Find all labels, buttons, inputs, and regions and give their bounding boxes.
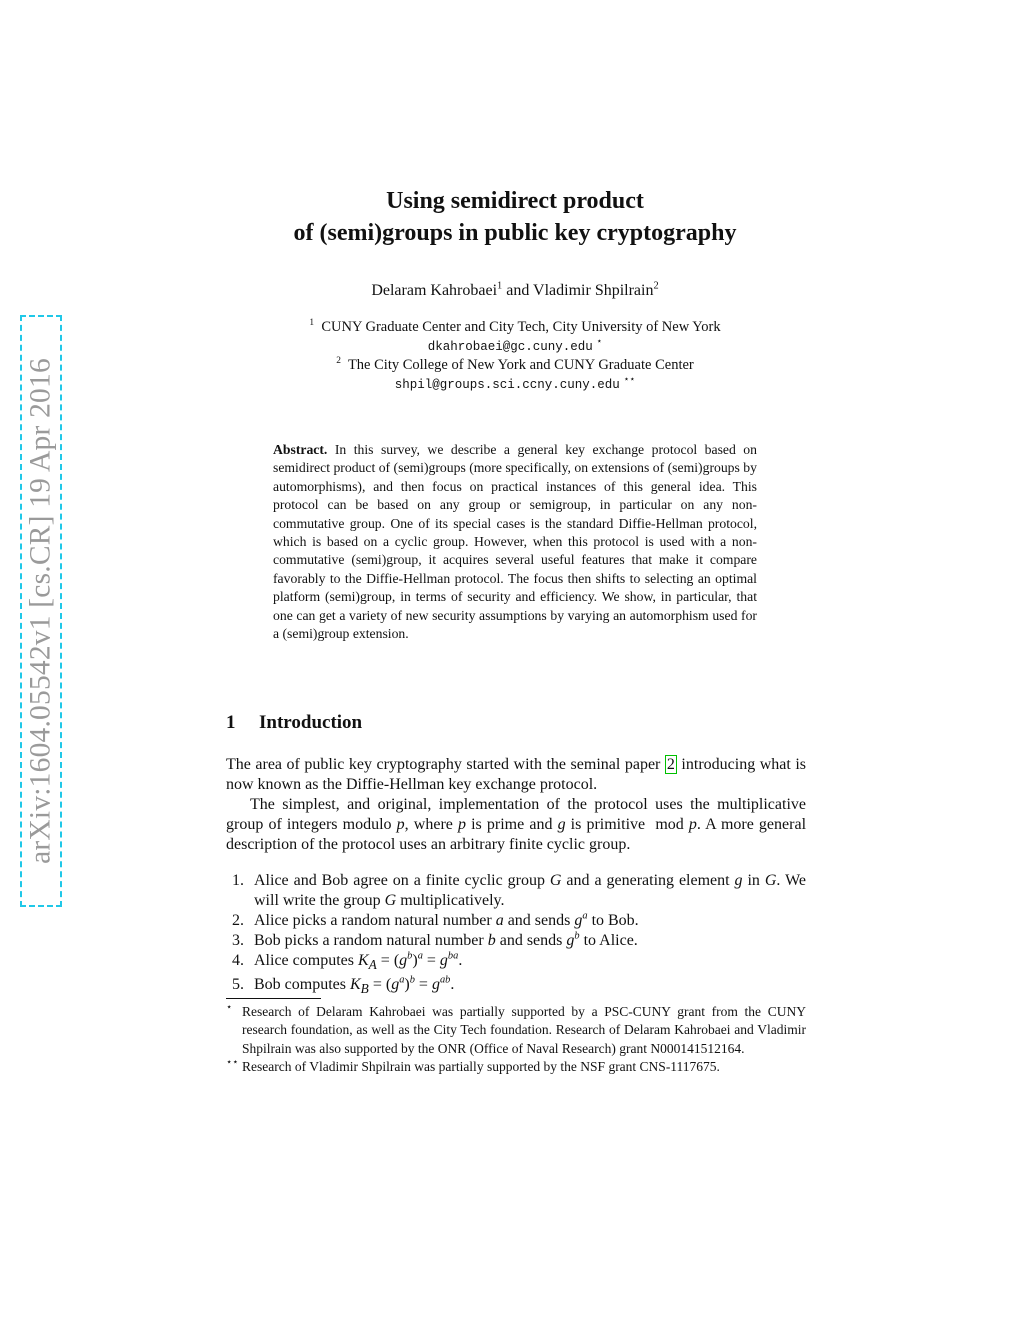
abstract-label: Abstract. — [273, 442, 328, 457]
list-item — [226, 951, 806, 975]
abstract-text: In this survey, we describe a general key exchange protocol based on semidirect product of (semi)groups (more specifically, on extensions of (semi)groups by automorphisms), and then focus on practical instances of this general idea. This protocol can be based on any group or semigroup, in particular on any non-commutative group. One of its special cases is the standard Diffie-Hellman protocol, which is based on a cyclic group. However, when this protocol is used with a non-commutative (semi)group, it acquires several useful features that make it compare favorably to the Diffie-Hellman protocol. The focus then shifts to selecting an optimal platform (semi)group, in terms of security and efficiency. We show, in particular, that one can get a variety of new security assumptions by varying an automorphism used for a (semi)group extension. — [273, 442, 757, 642]
affiliation-number: 1 — [309, 318, 315, 329]
title-line-1: Using semidirect product — [386, 188, 644, 214]
math-exponent: a — [582, 910, 588, 922]
math-exponent: b — [574, 930, 580, 942]
list-number: 3. — [232, 932, 244, 949]
footnote — [226, 1003, 806, 1058]
math-formula: $K_A = (g^b)^a = g^{ba}$ — [357, 950, 459, 973]
affiliation-2 — [200, 356, 830, 375]
math-var: b — [487, 932, 496, 949]
math-var: G — [549, 872, 562, 889]
arxiv-stamp[interactable] — [20, 315, 62, 907]
text-run: in — [742, 872, 765, 889]
footnote-rule — [226, 998, 321, 999]
introduction-text — [226, 755, 806, 855]
text-run: and sends — [495, 932, 567, 949]
affiliation-1 — [200, 318, 830, 337]
text-run: and sends — [503, 912, 575, 929]
section-title: Introduction — [259, 712, 363, 733]
list-number: 4. — [232, 952, 244, 969]
affiliations — [200, 318, 830, 394]
affiliation-ref: 1 — [497, 280, 503, 292]
author-list — [200, 282, 830, 300]
text-run: . We will write the group — [254, 872, 806, 909]
email-link[interactable]: shpil@groups.sci.ccny.cuny.edu — [394, 377, 620, 392]
paper-title — [200, 185, 830, 249]
text-run: . — [458, 952, 463, 969]
text-run: Bob picks a random natural number — [254, 932, 488, 949]
text-run: Bob computes — [254, 976, 350, 994]
math-var: G — [764, 872, 777, 889]
text-run: to Bob. — [587, 912, 639, 929]
text-run: is primitive mod — [565, 816, 689, 833]
affiliation-1-email — [200, 337, 830, 357]
footnote-mark: ⋆ — [226, 1002, 233, 1013]
footnote-mark: ⋆⋆ — [226, 1057, 239, 1069]
citation-link[interactable]: 2 — [666, 756, 675, 773]
author-name: Vladimir Shpilrain — [533, 282, 654, 299]
text-run: multiplicatively. — [396, 892, 505, 909]
text-run: The simplest, and original, implementation of the protocol uses the multiplicative group of integers modulo — [226, 796, 806, 833]
list-number: 5. — [232, 976, 244, 994]
footnote-text: Research of Delaram Kahrobaei was partially supported by a PSC-CUNY grant from the CUNY research foundation, as well as the City Tech foundation. Research of Delaram Kahrobaei and Vladimir Shpilrain was also supported by the ONR (Office of Naval Research) grant N000141512164. — [242, 1004, 806, 1056]
title-line-2: of (semi)groups in public key cryptography — [293, 220, 737, 246]
paragraph — [226, 755, 806, 795]
math-var: p — [688, 816, 697, 833]
affiliation-text: The City College of New York and CUNY Graduate Center — [347, 357, 694, 373]
math-formula: $K_B = (g^a)^b = g^{ab}$ — [350, 974, 451, 997]
author-name: Delaram Kahrobaei — [371, 282, 498, 299]
footnotes — [226, 1003, 806, 1077]
text-run: . A more general description of the protocol uses an arbitrary finite cyclic group. — [226, 816, 807, 853]
text-run: Alice computes — [254, 952, 358, 969]
affiliation-ref: 2 — [653, 280, 659, 292]
math-var: g — [557, 816, 566, 833]
list-item — [226, 871, 806, 911]
math-var: g — [734, 872, 743, 889]
text-run: , where — [404, 816, 458, 833]
list-item — [226, 975, 806, 999]
text-run: The area of public key cryptography started with the seminal paper — [226, 756, 665, 773]
footnote-text: Research of Vladimir Shpilrain was partially supported by the NSF grant CNS-1117675. — [242, 1059, 720, 1075]
abstract — [273, 441, 757, 643]
author-separator: and — [502, 282, 534, 299]
affiliation-number: 2 — [336, 356, 341, 367]
text-run: introducing what is now known as the Diffie-Hellman key exchange protocol. — [226, 756, 807, 793]
list-item — [226, 911, 806, 931]
text-run: is prime and — [466, 816, 558, 833]
text-run: and a generating element — [561, 872, 735, 889]
paragraph — [226, 795, 806, 855]
text-run: Alice picks a random natural number — [254, 912, 496, 929]
section-number: 1 — [226, 712, 236, 733]
footnote-marker[interactable]: ⋆ — [596, 336, 603, 347]
list-item — [226, 931, 806, 951]
protocol-steps — [226, 871, 806, 999]
math-var: a — [495, 912, 504, 929]
affiliation-text: CUNY Graduate Center and City Tech, City University of New York — [321, 319, 721, 335]
arxiv-identifier: arXiv:1604.05542v1 [cs.CR] 19 Apr 2016 — [24, 358, 57, 864]
section-heading — [226, 712, 362, 734]
math-var: G — [384, 892, 397, 909]
affiliation-2-email — [200, 375, 830, 395]
math-var: p — [396, 816, 405, 833]
math-var: g — [566, 932, 575, 949]
text-run: . — [450, 976, 455, 994]
text-run: to Alice. — [579, 932, 638, 949]
math-var: g — [574, 912, 583, 929]
text-run: Alice and Bob agree on a finite cyclic group — [254, 872, 550, 889]
math-var: p — [458, 816, 466, 833]
footnote-marker[interactable]: ⋆⋆ — [623, 374, 636, 385]
footnote — [226, 1058, 806, 1076]
list-number: 2. — [232, 912, 244, 929]
list-number: 1. — [232, 872, 244, 889]
email-link[interactable]: dkahrobaei@gc.cuny.edu — [427, 339, 593, 354]
